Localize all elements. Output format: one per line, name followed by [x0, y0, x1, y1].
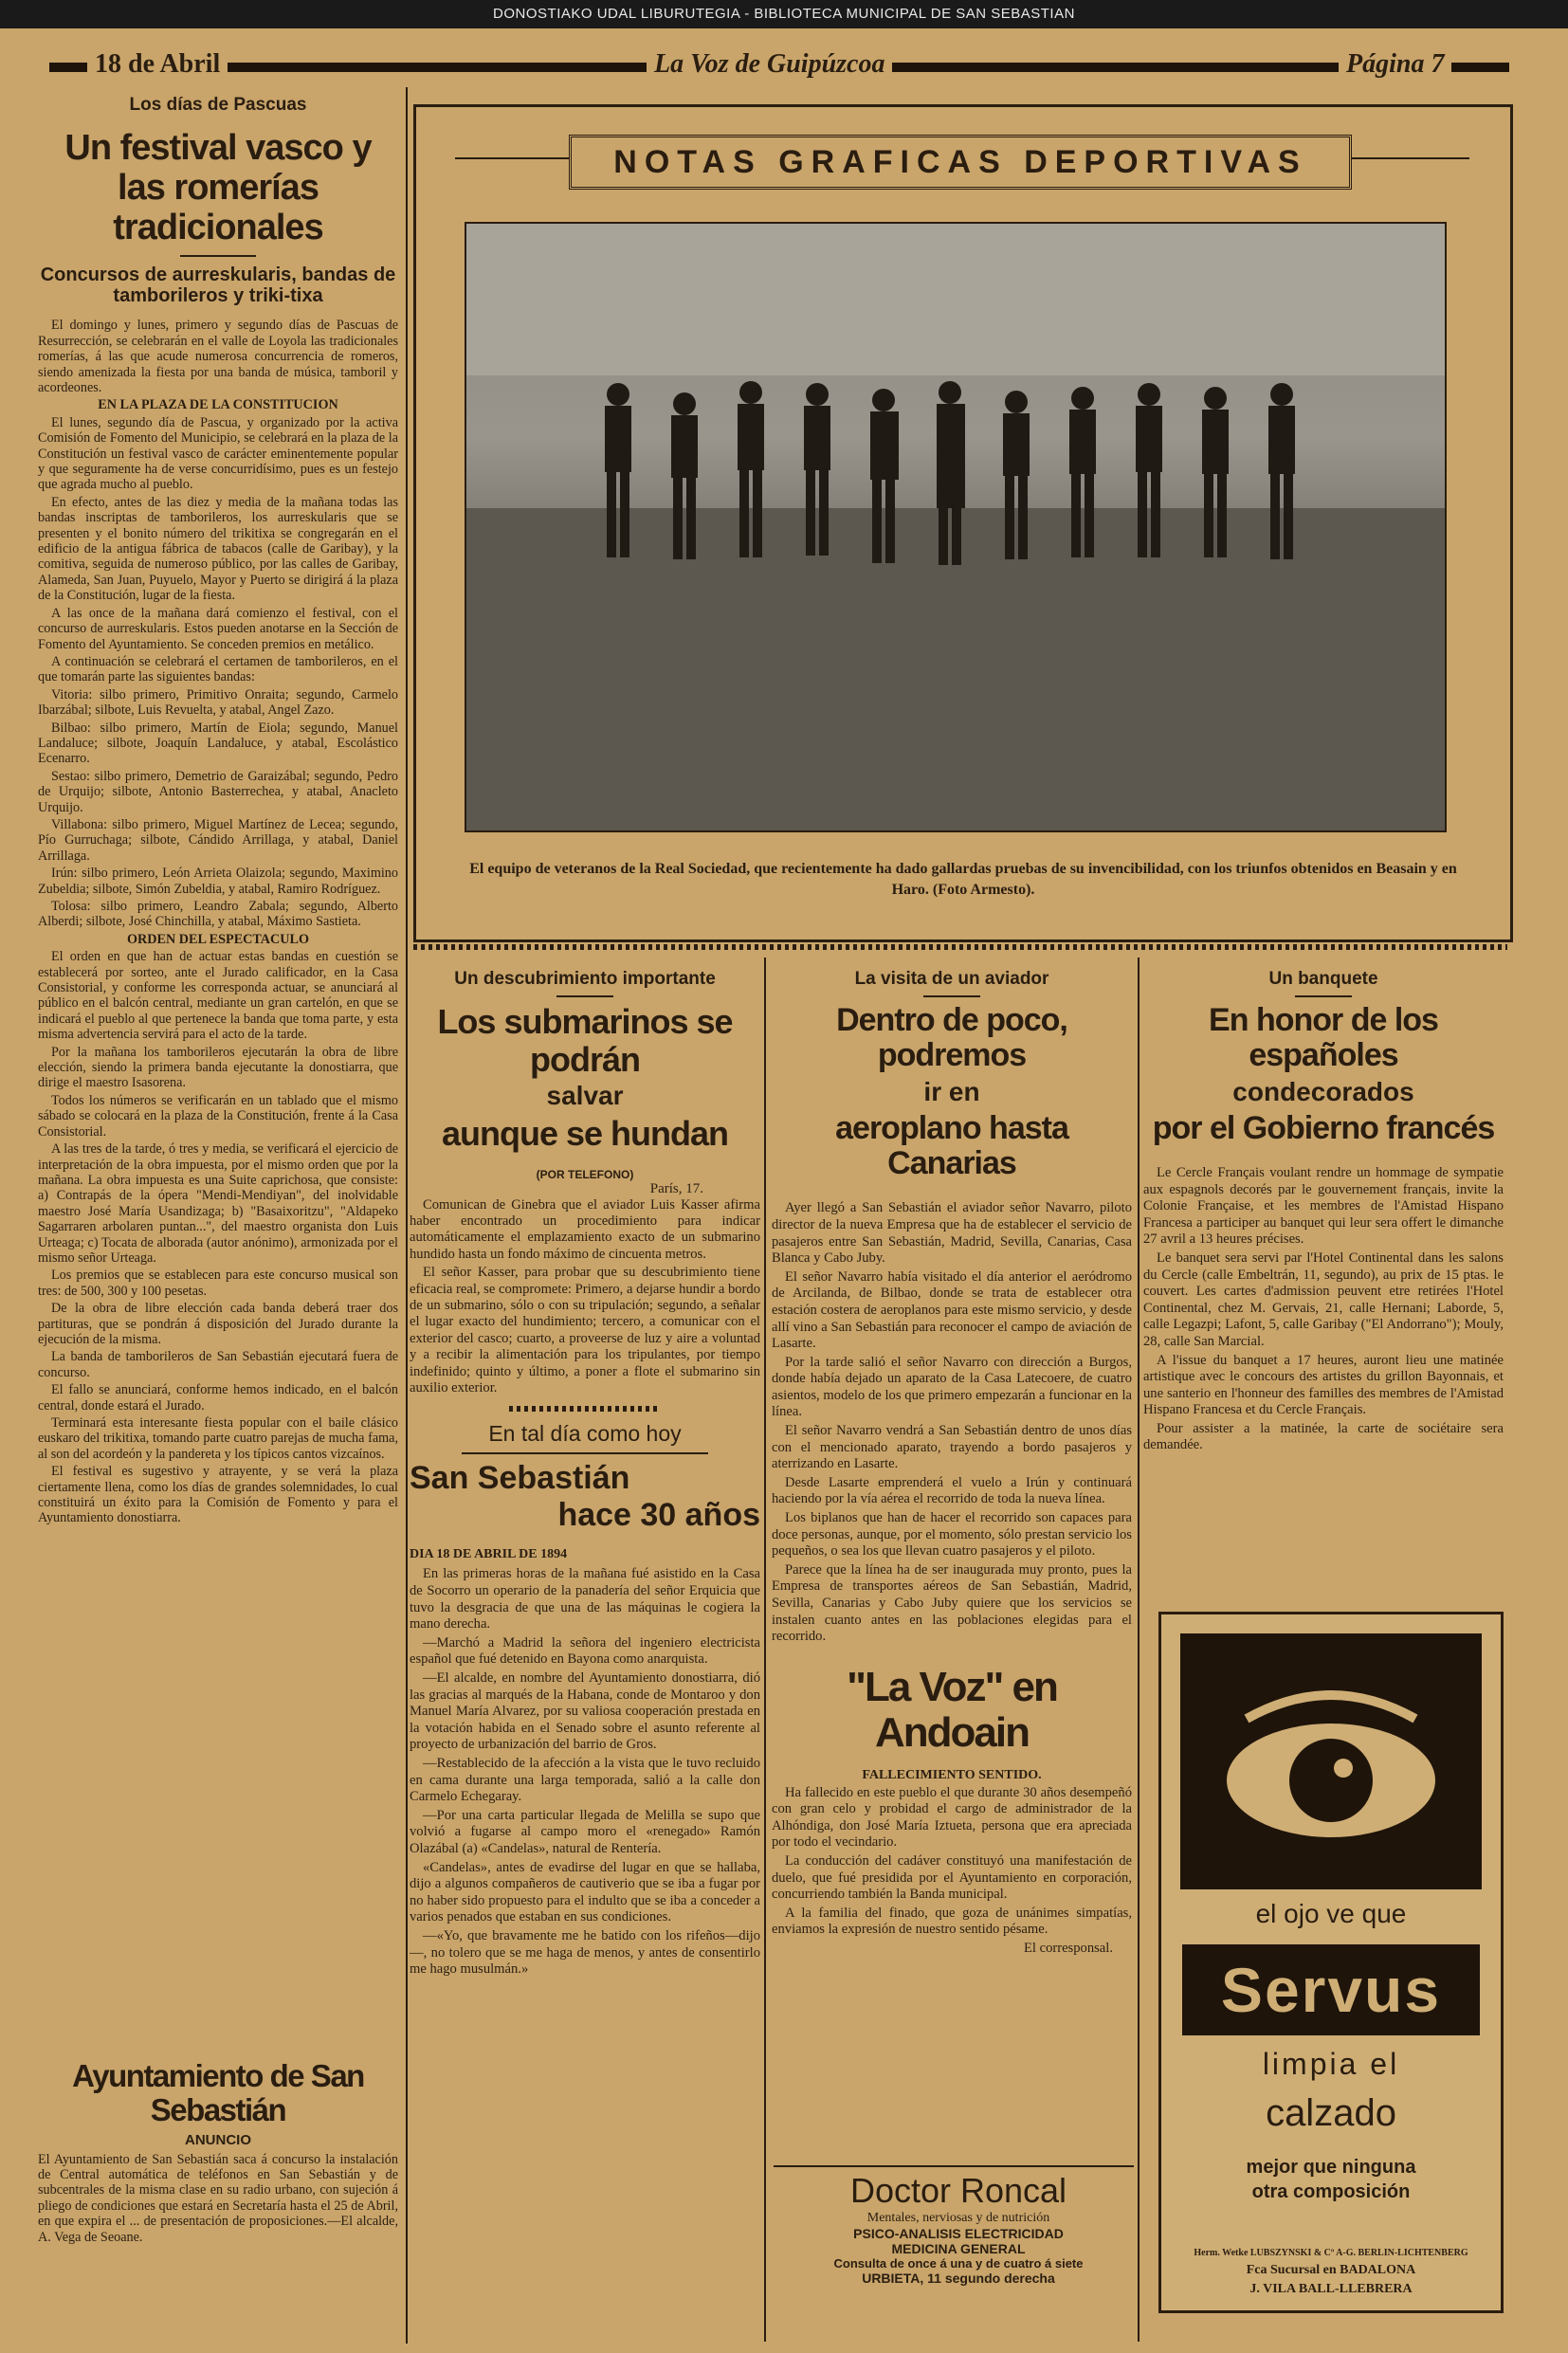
- wavy-rule: [509, 1406, 661, 1412]
- headline-line2: condecorados: [1232, 1076, 1414, 1106]
- paragraph: —Marchó a Madrid la señora del ingeniero electricista español que fué detenido en Bayona como anarquista.: [410, 1634, 760, 1668]
- doctor-name: Doctor Roncal: [849, 2171, 1067, 2210]
- paragraph: El señor Kasser, para probar que su descubrimiento tiene eficacia real, se compromete: Primero, a dejarse hundir a bordo de un submarino, sólo o con su tripulación; segundo, a señalar el lugar exacto del hundimiento; tercero, a comunicar con el exterior del casco; cuarto, a proveerse de luz y aire a voluntad y a recibir la alimentación para los tripulantes, por tiempo indefinido; quinto y último, a poner a flote el submarino sin auxilio exterior.: [410, 1265, 760, 1396]
- photo-caption: [451, 859, 1475, 901]
- efemerides-head: En tal día como hoy: [488, 1421, 682, 1447]
- col3-article: [772, 969, 1132, 1957]
- photo-credit: (Foto Armesto).: [932, 882, 1035, 898]
- paragraph: A l'issue du banquet a 17 heures, auront lieu une matinée artistique avec le concours des artistes du grillon Bayonnais, et une santerio en l'honneur des familles des membres de l'Amistad Hispano Francesa et du Cercle Français.: [1143, 1352, 1504, 1418]
- doctor-ad: [774, 2171, 1143, 2286]
- ad-line: el ojo ve que: [1255, 1899, 1407, 1928]
- andoain-head: FALLECIMIENTO SENTIDO.: [862, 1767, 1042, 1782]
- ad-line: calzado: [1266, 2092, 1396, 2134]
- paragraph: El festival es sugestivo y atrayente, y se verá la plaza ciertamente llena, como los días de grandes solemnidades, lo cual constituirá un éxito para la Comisión de Fomento y para el Ayuntamiento donostiarra.: [38, 1464, 398, 1526]
- efemerides-title1: San Sebastián: [410, 1460, 630, 1497]
- paragraph: A las once de la mañana dará comienzo el festival, con el concurso de aurreskularis. Estos pueden anotarse en la Sección de Fomento del Ayuntamiento. Se conceden premios en metálico.: [38, 605, 398, 652]
- title-rule: [180, 255, 256, 257]
- paragraph: —Por una carta particular llegada de Melilla se supo que volvió a fugarse al campo moro el «renegado» Ramón Olazábal (a) «Candelas», natural de Rentería.: [410, 1807, 760, 1856]
- col4-article: [1143, 969, 1504, 1456]
- headline-line1: Los submarinos se podrán: [437, 1002, 733, 1079]
- paragraph: Parece que la línea ha de ser inaugurada muy pronto, pues la Empresa de transportes aéreos de San Sebastián, Madrid, Sevilla, Canarias y Cabo Juby quiere que los servicios se instalen cuanto antes en las poblaciones elegidas para el recorrido.: [772, 1561, 1132, 1645]
- col2-article: [410, 969, 760, 1980]
- title-rule: [556, 995, 613, 997]
- paragraph: Por la tarde salió el señor Navarro con dirección a Burgos, donde había dejado un aparato de la Casa Latecoere, de cuatro asientos, modelo de los que primero empezarán a funcionar en la línea.: [772, 1354, 1132, 1420]
- subhead: ORDEN DEL ESPECTACULO: [126, 931, 310, 947]
- efemerides-date: DIA 18 DE ABRIL DE 1894: [410, 1547, 568, 1562]
- andoain-sign: El corresponsal.: [1023, 1940, 1113, 1956]
- paragraph: Sestao: silbo primero, Demetrio de Garaizábal; segundo, Pedro de Urquijo; silbote, Antonio Basterrechea, y atabal, Anacleto Urquijo.: [38, 768, 398, 815]
- folio-paper: La Voz de Guipúzcoa: [647, 49, 892, 80]
- servus-ad: [1158, 1612, 1504, 2313]
- paragraph: Le Cercle Français voulant rendre un hommage de sympatie aux espagnols decorés par le gouvernement français, invite la Colonie Française, et les membres de l'Amistad Hispano Francesa a participer au banquet qui leur sera offert le dimanche 27 avril a 13 heures précises.: [1143, 1164, 1504, 1248]
- kicker: Un descubrimiento importante: [454, 969, 716, 989]
- ad-line: limpia el: [1262, 2047, 1400, 2081]
- paragraph: Irún: silbo primero, León Arrieta Olaizola; segundo, Maximino Zubeldia; silbote, Simón Zubeldia, y atabal, Ramiro Rodríguez.: [38, 866, 398, 897]
- paragraph: Todos los números se verificarán en un tablado que el mismo sábado se colocará en la plaza de la Constitución, frente á la Casa Consistorial.: [38, 1092, 398, 1140]
- article-body: [410, 1197, 760, 1397]
- ad-foot: Herm. Wetke LUBSZYNSKI & Cº A-G. BERLIN-LICHTENBERG: [1194, 2248, 1468, 2258]
- left-column: [38, 95, 398, 1528]
- folio-line: [49, 49, 1509, 87]
- column-rule: [1138, 958, 1140, 2342]
- column-rule: [406, 87, 408, 2344]
- source-note: (POR TELEFONO): [536, 1167, 634, 1181]
- ayuntamiento-notice: [38, 2059, 398, 2245]
- folio-page: Página 7: [1339, 49, 1451, 80]
- title-rule: [923, 995, 980, 997]
- kicker: Un banquete: [1268, 969, 1378, 989]
- ad-brand: Servus: [1182, 1944, 1480, 2035]
- notice-title: Ayuntamiento de San Sebastián: [72, 2058, 364, 2128]
- doctor-line: URBIETA, 11 segundo derecha: [862, 2271, 1055, 2286]
- team-photo-image: [466, 224, 1445, 830]
- andoain-title: "La Voz" en Andoain: [847, 1663, 1057, 1757]
- paragraph: Ayer llegó a San Sebastián el aviador señor Navarro, piloto director de la nueva Empresa que ha de establecer el servicio de pasajeros entre San Sebastián, Madrid, Sevilla, Canarias, Casa Blanca y Cabo Juby.: [772, 1200, 1132, 1267]
- paragraph: Comunican de Ginebra que el aviador Luis Kasser afirma haber encontrado un procedimiento para indicar automáticamente el emplazamiento exacto de un submarino hundido hasta un fondo máximo de cincuenta metros.: [410, 1196, 760, 1262]
- paragraph: A las tres de la tarde, ó tres y media, se verificará el ejercicio de interpretación de la obra impuesta, por el mismo orden que por la mañana. La obra impuesta es una Suite caprichosa, que consiste: a) Contrapás de la ópera "Mendi-Mendiyan", del inolvidable maestro José María Usandizaga; b) "Basaixoritzu", "Aldapeko Sagarraren arbolaren puntan...", del maestro organista don Luis Urteaga; c) Tocata de alborada (autor anónimo), armonizada por el mismo señor Urteaga.: [38, 1141, 398, 1266]
- ad-foot: Fca Sucursal en BADALONA: [1246, 2263, 1416, 2277]
- paragraph: Pour assister a la matinée, la carte de sociétaire sera demandée.: [1143, 1420, 1504, 1453]
- paragraph: Villabona: silbo primero, Miguel Martínez de Lecea; segundo, Pío Gurruchaga; silbote, Cándido Arrillaga, y atabal, Daniel Arrillaga.: [38, 816, 398, 864]
- paragraph: El señor Navarro había visitado el día anterior el aeródromo de Arcilanda, de Bilbao, donde se trata de establecer otra estación costera de aeroplanos para este mismo servicio, y desde allí vino a San Sebastián para reconocer el campo de aviación de Lasarte.: [772, 1268, 1132, 1352]
- ad-rule: [774, 2165, 1134, 2167]
- kicker: La visita de un aviador: [854, 969, 1049, 989]
- paragraph: Por la mañana los tamborileros ejecutarán la obra de libre elección, siendo la primera banda ejecutante la donostiarra, que dirige el maestro Isasorena.: [38, 1044, 398, 1091]
- notice-body: El Ayuntamiento de San Sebastián saca á concurso la instalación de Central automática de teléfonos en San Sebastián y de subcentrales de la misma clase en su radio urbano, con sujeción á pliego de condiciones que estará en Secretaría hasta el 25 de Abril, en que expira el ... de presentación de proposiciones.—El alcalde, A. Vega de Seoane.: [38, 2151, 398, 2245]
- doctor-line: PSICO-ANALISIS ELECTRICIDAD: [853, 2226, 1064, 2241]
- notice-kicker: ANUNCIO: [185, 2131, 251, 2148]
- headline-line3: aeroplano hasta Canarias: [835, 1109, 1068, 1181]
- headline-line2: ir en: [923, 1076, 980, 1106]
- article-subtitle: Concursos de aurreskularis, bandas de tamborileros y triki-tixa: [40, 264, 396, 307]
- article-body: [38, 318, 398, 1525]
- paragraph: Desde Lasarte emprenderá el vuelo a Irún y continuará haciendo por la vía aérea el recorrido de toda la nueva línea.: [772, 1474, 1132, 1507]
- paragraph: El orden en que han de actuar estas bandas en cuestión se establecerá por sorteo, ante el Jurado calificador, en la Casa Consistorial, y conforme les corresponda actuar, se anunciará al público en el balcón central, mediante un gran cartelón, en que se indicará el pueblo al que pertenece la banda que toma parte, y esta misma advertencia servirá para el acto de la tarde.: [38, 949, 398, 1043]
- headline-line1: Dentro de poco, podremos: [836, 1002, 1067, 1074]
- paragraph: Los biplanos que han de hacer el recorrido son capaces para doce personas, aunque, por el momento, sólo prestan servicio los pequeños, o sea los que llevan cuatro pasajeros y el piloto.: [772, 1510, 1132, 1560]
- team-photo: [465, 222, 1447, 832]
- wavy-rule: [413, 944, 1507, 950]
- paragraph: Bilbao: silbo primero, Martín de Eiola; segundo, Manuel Landaluce; silbote, Joaquín Landaluce, y atabal, Escolástico Ecenarro.: [38, 720, 398, 767]
- paragraph: Los premios que se establecen para este concurso musical son tres: de 500, 300 y 100 pesetas.: [38, 1268, 398, 1299]
- folio-date: 18 de Abril: [87, 49, 228, 80]
- archive-banner: DONOSTIAKO UDAL LIBURUTEGIA - BIBLIOTECA MUNICIPAL DE SAN SEBASTIAN: [0, 0, 1568, 28]
- headline-line3: aunque se hundan: [441, 1113, 729, 1153]
- doctor-line: Consulta de once á una y de cuatro á siete: [833, 2256, 1084, 2271]
- paragraph: En efecto, antes de las diez y media de la mañana todas las bandas inscriptas de tamborileros, los aurreskularis que se presenten y el bonito número del trikitixa se congregarán en el edificio de la antigua fábrica de tabacos (calle de Garibay), y la comitiva, seguida de numeroso público, por las calles de Garibay, Alameda, San Juan, Puyuelo, Mayor y Puerto se dirigirá á la plaza de la Constitución, lugar de la fiesta.: [38, 494, 398, 604]
- paragraph: —Restablecido de la afección a la vista que le tuvo recluido en cama durante una larga temporada, salió a la calle don Carmelo Echegaray.: [410, 1755, 760, 1805]
- paragraph: La banda de tamborileros de San Sebastián ejecutará fuera de concurso.: [38, 1349, 398, 1380]
- paragraph: El fallo se anunciará, conforme hemos indicado, en el balcón central, donde estará el Jurado.: [38, 1382, 398, 1414]
- efemerides-title2: hace 30 años: [557, 1497, 760, 1534]
- paragraph: En las primeras horas de la mañana fué asistido en la Casa de Socorro un operario de la panadería del señor Erquicia que tuvo la desgracia de que una de las máquinas le cogiera la mano derecha.: [410, 1566, 760, 1633]
- ad-line: otra composición: [1251, 2181, 1411, 2202]
- paragraph: Tolosa: silbo primero, Leandro Zabala; segundo, Alberto Alberdi; silbote, José Chinchilla, y atabal, Máximo Sastieta.: [38, 899, 398, 930]
- kicker: Los días de Pascuas: [129, 95, 307, 115]
- andoain-body: [772, 1785, 1132, 1939]
- title-rule: [1295, 995, 1352, 997]
- article-body: [1143, 1165, 1504, 1454]
- doctor-line: MEDICINA GENERAL: [891, 2241, 1026, 2256]
- paragraph: A continuación se celebrará el certamen de tamborileros, en el que tomarán parte las siguientes bandas:: [38, 653, 398, 685]
- headline-line2: salvar: [546, 1081, 624, 1111]
- paragraph: Terminará esta interesante fiesta popular con el baile clásico euskaro del trikitixa, tomando parte cuatro parejas de mucha fama, al son del acordeón y la pandereta y los típicos cantos vizcaínos.: [38, 1415, 398, 1462]
- paragraph: La conducción del cadáver constituyó una manifestación de duelo, que fué presidida por el Ayuntamiento en corporación, concurriendo también la Banda municipal.: [772, 1852, 1132, 1903]
- title-rule: [462, 1452, 708, 1454]
- caption-text: El equipo de veteranos de la Real Sociedad, que recientemente ha dado gallardas pruebas de su invencibilidad, con los triunfos obtenidos en Beasain y en Haro.: [469, 861, 1457, 898]
- subhead: EN LA PLAZA DE LA CONSTITUCION: [98, 397, 338, 413]
- paragraph: A la familia del finado, que goza de unánimes simpatías, enviamos la expresión de nuestro sentido pésame.: [772, 1905, 1132, 1938]
- paragraph: —El alcalde, en nombre del Ayuntamiento donostiarra, dió las gracias al marqués de la Habana, conde de Montaroo y don Manuel María Alvarez, por su valiosa cooperación prestada en la votación habida en el Senado sobre el asunto referente al proyecto de urbanización del barrio de Gros.: [410, 1670, 760, 1753]
- paragraph: El señor Navarro vendrá a San Sebastián dentro de unos días con el mencionado aparato, trayendo a bordo pasajeros y aterrizando en Lasarte.: [772, 1423, 1132, 1472]
- ad-foot: J. VILA BALL-LLEBRERA: [1249, 2282, 1413, 2296]
- article-body: [772, 1200, 1132, 1645]
- paragraph: Le banquet sera servi par l'Hotel Continental dans les salons du Cercle (calle Embeltrán, 11, segundo), au prix de 15 ptas. le couvert. Les cartes d'admission peuvent etre retirées l'Hotel Continental, chez M. Gervais, 21, calle Hernani; Laborde, 5, calle Legazpi; Lafont, 5, calle Garibay ("El Andorrano"); Mouly, 28, calle San Marcial.: [1143, 1249, 1504, 1349]
- paragraph: El lunes, segundo día de Pascua, y organizado por la activa Comisión de Fomento del Municipio, se celebrará en la plaza de la Constitución un festival vasco de carácter eminentemente popular y que seguramente ha de verse concurridísimo, pues es un festejo que agrada mucho al pueblo.: [38, 414, 398, 493]
- ad-line: mejor que ninguna: [1246, 2157, 1416, 2178]
- doctor-line: Mentales, nerviosas y de nutrición: [866, 2211, 1050, 2225]
- paragraph: —«Yo, que bravamente me he batido con los rifeños—dijo—, no tolero que se me haga de menos, y antes de consentirlo me hago musulmán.»: [410, 1927, 760, 1978]
- dateline: París, 17.: [649, 1180, 703, 1196]
- article-title: Un festival vasco y las romerías tradicionales: [64, 128, 372, 247]
- paragraph: El domingo y lunes, primero y segundo días de Pascuas de Resurrección, se celebrarán en el valle de Loyola las tradicionales romerías, á las que acude numerosa concurrencia de romeros, siendo amenizada la fiesta por una banda de música, tamboril y acordeones.: [38, 318, 398, 396]
- headline-line1: En honor de los españoles: [1209, 1002, 1438, 1074]
- paragraph: Vitoria: silbo primero, Primitivo Onraita; segundo, Carmelo Ibarzábal; silbote, Luis Revuelta, y atabal, Angel Zazo.: [38, 686, 398, 719]
- column-rule: [764, 958, 766, 2342]
- paragraph: Ha fallecido en este pueblo el que durante 30 años desempeñó con gran celo y probidad el cargo de administrador de la Alhóndiga, don José María Iztueta, persona que era apreciada por todo el vecindario.: [772, 1784, 1132, 1851]
- eye-icon: [1161, 1614, 1501, 1899]
- headline-line3: por el Gobierno francés: [1152, 1109, 1495, 1146]
- notas-title: NOTAS GRAFICAS DEPORTIVAS: [569, 135, 1352, 190]
- efemerides-body: [410, 1566, 760, 1978]
- paragraph: De la obra de libre elección cada banda deberá traer dos partituras, que se pondrán á disposición del Jurado durante la ejecución de la misma.: [38, 1301, 398, 1347]
- paragraph: «Candelas», antes de evadirse del lugar en que se hallaba, dijo a algunos compañeros de cautiverio que se iba a fugar por no haber sido propuesto para el indulto que se iba a conceder a varios penados que estaban en sus condiciones.: [410, 1859, 760, 1925]
